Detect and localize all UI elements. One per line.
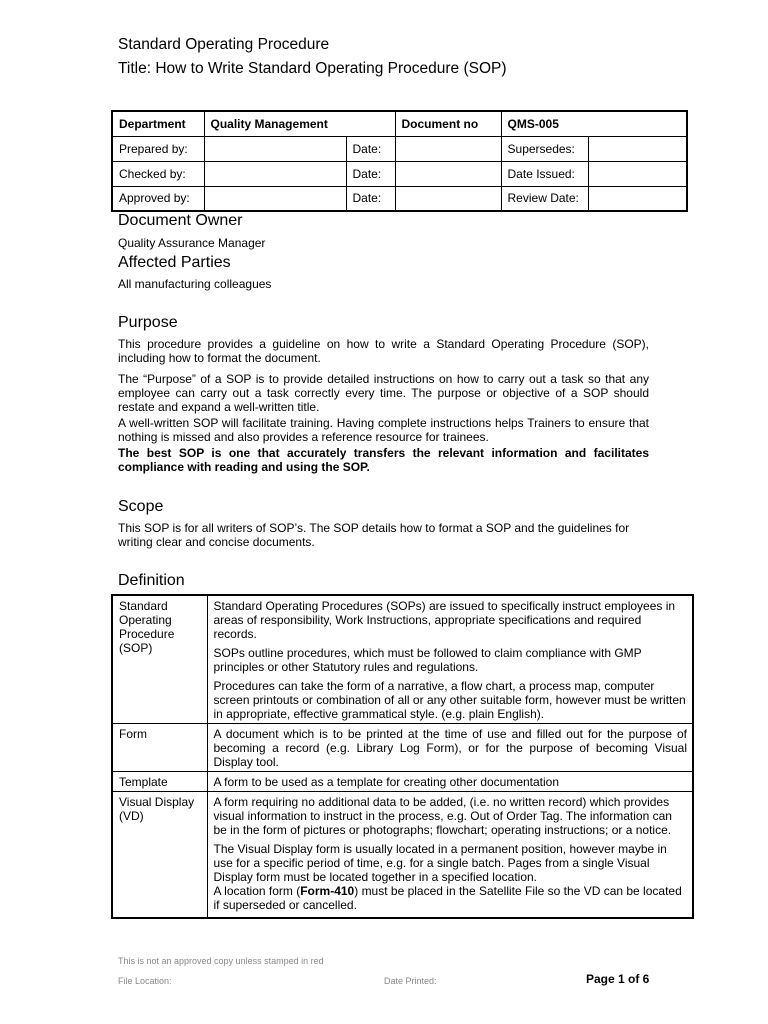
review-date-field[interactable] [588, 186, 687, 211]
definition-text: SOPs outline procedures, which must be followed to claim compliance with GMP principles or other Statutory rules and regulations. [213, 646, 642, 674]
page-number: Page 1 of 6 [586, 972, 650, 986]
definition-heading: Definition [118, 572, 185, 589]
definition-text: A form requiring no additional data to be added, (i.e. no written record) which provides visual information to instruct in the process, e.g. Out of Order Tag. The information can be in the form of pictures or photographs; flowchart; operating instructions; or a notice. [213, 795, 672, 837]
table-row [112, 595, 693, 724]
table-row [112, 772, 693, 792]
table-row [112, 161, 687, 186]
definition-table [111, 594, 694, 919]
purpose-paragraph-1: This procedure provides a guideline on how to write a Standard Operating Procedure (SOP), including how to format the document. [118, 337, 649, 365]
definition-term: Template [112, 772, 207, 792]
prepared-by-field[interactable] [204, 136, 346, 161]
form-reference: Form-410 [300, 884, 355, 898]
definition-description [207, 772, 693, 792]
definition-text: The Visual Display form is usually located in a permanent position, however maybe in use for a specific period of time, e.g. for a single batch. Pages from a single Visual Display form must be located together in a specified location. [213, 842, 667, 884]
definition-text: Standard Operating Procedures (SOPs) are issued to specifically instruct employees in areas of responsibility, Work Instructions, appropriate specifications and required records. [213, 599, 676, 641]
definition-description [207, 792, 693, 919]
definition-description [207, 724, 693, 772]
approved-date-field[interactable] [395, 186, 501, 211]
review-date-label: Review Date: [501, 186, 588, 211]
prepared-by-label: Prepared by: [112, 136, 204, 161]
scope-heading: Scope [118, 498, 164, 515]
date-issued-field[interactable] [588, 161, 687, 186]
definition-term: Standard Operating Procedure (SOP) [112, 595, 207, 724]
table-row [112, 724, 693, 772]
definition-text [214, 884, 688, 912]
document-owner-text: Quality Assurance Manager [118, 236, 266, 250]
definition-text: Procedures can take the form of a narrative, a flow chart, a process map, computer screen printouts or combination of all or any other suitable form, however must be written in appropriate, effective grammatical style. (e.g. plain English). [213, 679, 686, 721]
prepared-date-label: Date: [346, 136, 395, 161]
prepared-date-field[interactable] [395, 136, 501, 161]
definition-text-part: ) must be placed in the Satellite File so the VD can be located if superseded or cancelled. [213, 884, 682, 912]
document-no-label: Document no [395, 111, 501, 136]
approved-by-label: Approved by: [112, 186, 204, 211]
definition-text: A form to be used as a template for creating other documentation [213, 775, 560, 789]
approved-by-field[interactable] [204, 186, 346, 211]
document-info-table [111, 110, 688, 212]
checked-by-field[interactable] [204, 161, 346, 186]
purpose-paragraph-2: The “Purpose” of a SOP is to provide detailed instructions on how to carry out a task so that any employee can carry out a task correctly every time. The purpose or objective of a SOP should restate and expand a well-written title. [118, 372, 649, 414]
approved-date-label: Date: [346, 186, 395, 211]
supersedes-field[interactable] [588, 136, 687, 161]
department-value: Quality Management [204, 111, 395, 136]
approval-notice: This is not an approved copy unless stamped in red [118, 956, 324, 966]
date-printed-label: Date Printed: [384, 976, 437, 986]
purpose-paragraph-3: A well-written SOP will facilitate training. Having complete instructions helps Trainers to ensure that nothing is missed and also provides a reference resource for trainees. [118, 416, 649, 444]
checked-by-label: Checked by: [112, 161, 204, 186]
affected-parties-text: All manufacturing colleagues [118, 277, 272, 291]
table-row [112, 136, 687, 161]
table-row [112, 186, 687, 211]
document-type-heading: Standard Operating Procedure [118, 36, 330, 53]
date-issued-label: Date Issued: [501, 161, 588, 186]
file-location-label: File Location: [118, 976, 172, 986]
scope-text: This SOP is for all writers of SOP’s. The SOP details how to format a SOP and the guidelines for writing clear and concise documents. [118, 521, 630, 549]
department-label: Department [112, 111, 204, 136]
definition-term: Visual Display (VD) [112, 792, 207, 919]
supersedes-label: Supersedes: [501, 136, 588, 161]
table-row [112, 792, 693, 919]
definition-description [207, 595, 693, 724]
definition-text-part: A location form ( [213, 884, 301, 898]
document-owner-heading: Document Owner [118, 212, 243, 229]
purpose-heading: Purpose [118, 314, 178, 331]
affected-parties-heading: Affected Parties [118, 254, 231, 271]
document-title: Title: How to Write Standard Operating Procedure (SOP) [118, 60, 507, 77]
checked-date-field[interactable] [395, 161, 501, 186]
document-no-value: QMS-005 [501, 111, 687, 136]
definition-text: A document which is to be printed at the time of use and filled out for the purpose of becoming a record (e.g. Library Log Form), or for the purpose of becoming Visual Display tool. [213, 727, 687, 769]
checked-date-label: Date: [346, 161, 395, 186]
purpose-paragraph-4: The best SOP is one that accurately transfers the relevant information and facilitates compliance with reading and using the SOP. [118, 446, 649, 474]
table-row [112, 111, 687, 136]
definition-term: Form [112, 724, 207, 772]
